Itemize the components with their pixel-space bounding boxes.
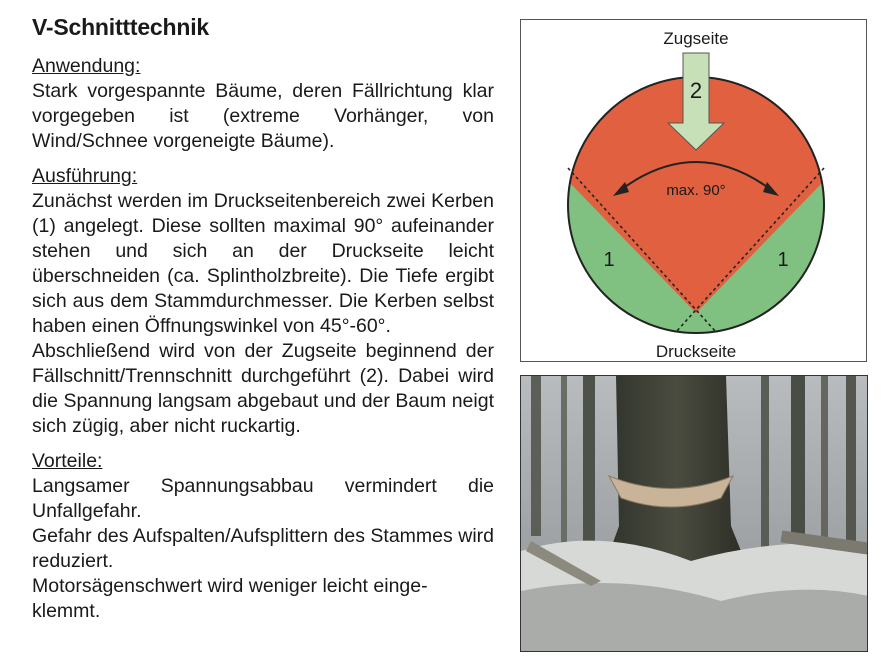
anwendung-text: Stark vorgespannte Bäume, deren Fällrichtung klar vorgegeben ist (extreme Vorhänger, von Wind/Schnee vorgeneigte Bäume). bbox=[32, 80, 494, 152]
vorteile-heading: Vorteile: bbox=[32, 450, 103, 472]
anwendung-heading: Anwendung: bbox=[32, 55, 141, 77]
label-druckseite: Druckseite bbox=[655, 342, 737, 361]
label-zugseite: Zugseite bbox=[663, 29, 729, 48]
tree-photo bbox=[520, 375, 868, 652]
vorteile-text-3: Motorsägenschwert wird weniger leicht einge-klemmt. bbox=[32, 575, 428, 622]
vorteile-text-1: Langsamer Spannungsabbau vermindert die Unfallgefahr. bbox=[32, 475, 494, 522]
page-title: V-Schnitttechnik bbox=[32, 14, 209, 40]
ausfuehrung-heading: Ausführung: bbox=[32, 165, 138, 187]
diagram-svg bbox=[521, 20, 868, 363]
kerb-label-right: 1 bbox=[777, 249, 789, 271]
ausfuehrung-text-2: Abschließend wird von der Zugseite beginnend der Fällschnitt/Trennschnitt durchgeführt (2). Dabei wird die Spannung langsam abgebaut und der Baum neigt sich zügig, aber nicht ruckartig. bbox=[32, 340, 494, 437]
vorteile-text-2: Gefahr des Aufspalten/Aufsplittern des Stammes wird reduziert. bbox=[32, 525, 494, 572]
ausfuehrung-text-1: Zunächst werden im Druckseitenbereich zwei Kerben (1) angelegt. Diese sollten maximal 90° aufeinander stehen und sich an der Druckseite leicht überschneiden (ca. Splintholzbreite). Die Tiefe ergibt sich aus dem Stammdurchmesser. Die Kerben selbst haben einen Öffnungswinkel von 45°-60°. bbox=[32, 190, 494, 337]
arrow-number: 2 bbox=[689, 78, 703, 103]
angle-label: max. 90° bbox=[666, 182, 726, 199]
text-column bbox=[32, 14, 494, 624]
kerb-label-left: 1 bbox=[603, 249, 615, 271]
photo-illustration bbox=[521, 376, 868, 652]
v-cut-diagram bbox=[520, 19, 867, 362]
